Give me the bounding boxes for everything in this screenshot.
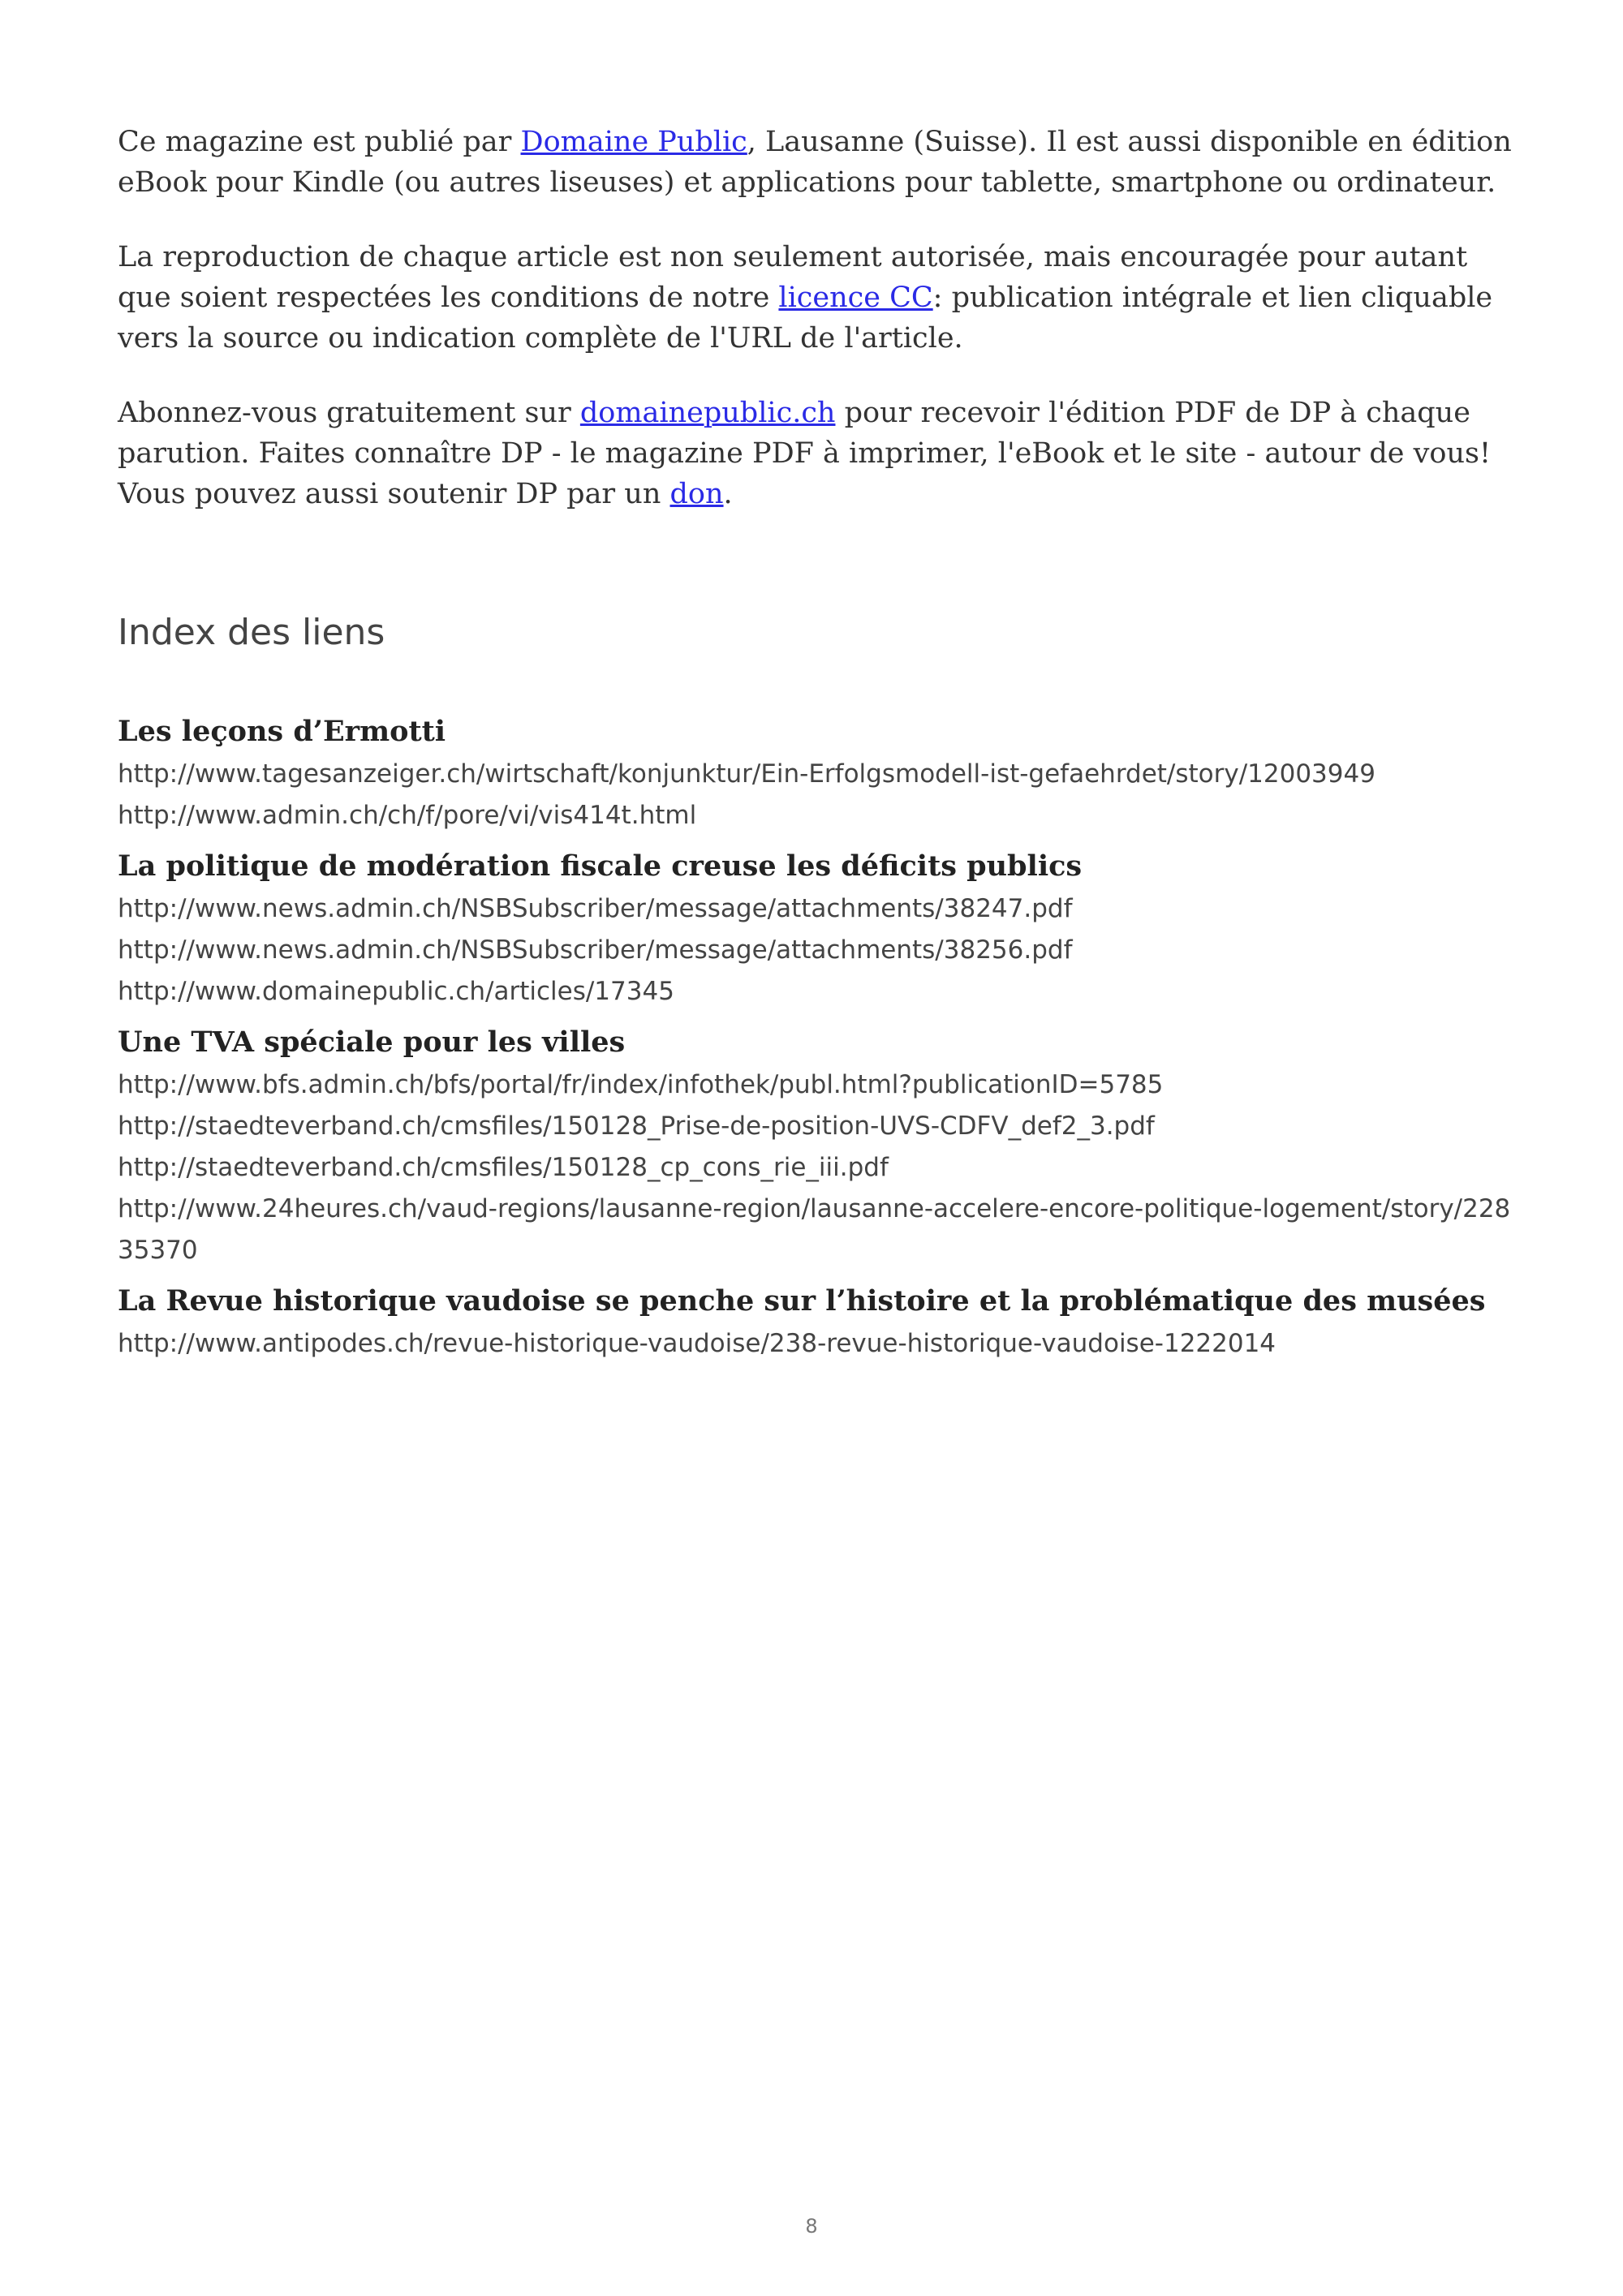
entry-title: La politique de modération fiscale creuse les déficits publics — [118, 849, 1083, 883]
domainepublic-link[interactable]: domainepublic.ch — [579, 397, 836, 429]
index-entry — [118, 1281, 1513, 1365]
intro-p2-text-before: La reproduction de chaque article est non seulement autorisée, mais encouragée pour autant que soient respectées les conditions de notre — [118, 241, 1468, 314]
licence-cc-link[interactable]: licence CC — [778, 282, 933, 314]
intro-paragraph-publisher — [118, 122, 1513, 203]
entry-title: Les leçons d’Ermotti — [118, 715, 446, 748]
entry-title: La Revue historique vaudoise se penche sur l’histoire et la problématique des musées — [118, 1284, 1486, 1318]
intro-p3-text-before: Abonnez-vous gratuitement sur — [118, 397, 580, 429]
don-link[interactable]: don — [669, 478, 724, 510]
entry-url[interactable]: http://staedteverband.ch/cmsfiles/150128_cp_cons_rie_iii.pdf — [118, 1153, 889, 1182]
document-page — [118, 122, 1513, 1374]
intro-p2-text-after: : publication intégrale et lien cliquable vers la source ou indication complète de l'URL de l'article. — [118, 282, 1493, 355]
intro-paragraph-subscribe — [118, 393, 1513, 514]
intro-p3-text-middle: pour recevoir l'édition PDF de DP à chaque parution. Faites connaître DP - le magazine PDF à imprimer, l'eBook et le site - autour de vous! Vous pouvez aussi soutenir DP par un — [118, 397, 1492, 510]
page-number: 8 — [805, 2215, 818, 2238]
index-entry — [118, 1022, 1513, 1271]
entry-url[interactable]: http://www.antipodes.ch/revue-historique-vaudoise/238-revue-historique-vaudoise-1222014 — [118, 1329, 1276, 1358]
entry-url[interactable]: http://www.domainepublic.ch/articles/17345 — [118, 977, 674, 1006]
intro-paragraph-license — [118, 237, 1513, 359]
intro-p3-text-after: . — [723, 478, 733, 510]
intro-p1-text-before: Ce magazine est publié par — [118, 126, 521, 158]
entry-url[interactable]: http://www.news.admin.ch/NSBSubscriber/message/attachments/38256.pdf — [118, 935, 1073, 965]
entry-url[interactable]: http://www.admin.ch/ch/f/pore/vi/vis414t.html — [118, 801, 697, 830]
entry-url[interactable]: http://www.tagesanzeiger.ch/wirtschaft/konjunktur/Ein-Erfolgsmodell-ist-gefaehrdet/story/12003949 — [118, 759, 1375, 789]
entry-url[interactable]: http://staedteverband.ch/cmsfiles/150128_Prise-de-position-UVS-CDFV_def2_3.pdf — [118, 1111, 1155, 1141]
entry-url[interactable]: http://www.24heures.ch/vaud-regions/lausanne-region/lausanne-accelere-encore-politique-logement/story/22835370 — [118, 1194, 1511, 1265]
entry-url[interactable]: http://www.news.admin.ch/NSBSubscriber/message/attachments/38247.pdf — [118, 894, 1073, 923]
index-heading: Index des liens — [118, 612, 385, 653]
entry-title: Une TVA spéciale pour les villes — [118, 1025, 626, 1059]
index-entry — [118, 712, 1513, 836]
index-entry — [118, 846, 1513, 1013]
intro-p1-text-after: , Lausanne (Suisse). Il est aussi disponible en édition eBook pour Kindle (ou autres liseuses) et applications pour tablette, smartphone ou ordinateur. — [118, 126, 1512, 199]
entry-url[interactable]: http://www.bfs.admin.ch/bfs/portal/fr/index/infothek/publ.html?publicationID=5785 — [118, 1070, 1164, 1099]
domaine-public-link[interactable]: Domaine Public — [520, 126, 747, 158]
